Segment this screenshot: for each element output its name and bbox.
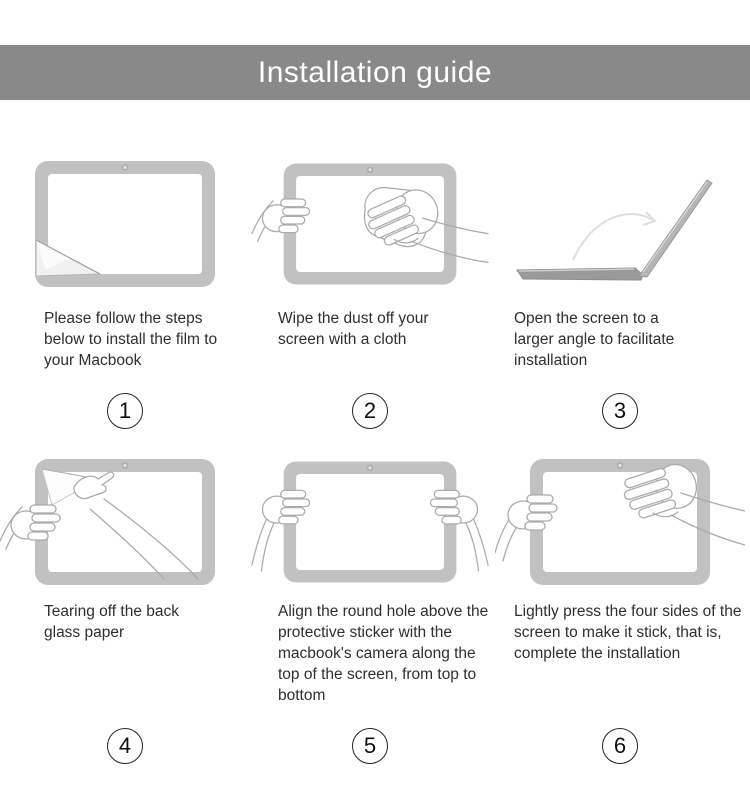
steps-row-2: [0, 459, 750, 764]
step-panel-5: [250, 459, 490, 764]
step3-figure: [490, 156, 750, 292]
step-panel-1: [0, 100, 250, 429]
laptop-screen-icon: [639, 180, 712, 277]
step-panel-2: [250, 100, 490, 429]
step-number-badge: 5: [352, 728, 388, 764]
steps-row-1: [0, 100, 750, 429]
step1-figure: [0, 156, 250, 292]
step-number-badge: 2: [352, 393, 388, 429]
step-caption: Align the round hole above the protective sticker with the macbook's camera along the top of the screen, from top to bottom: [278, 602, 489, 704]
tear-back-paper-hands-icon: [0, 457, 250, 587]
step-panel-4: [0, 459, 250, 764]
laptop-base-icon: [517, 268, 643, 280]
page-title: Installation guide: [257, 55, 493, 89]
step-number-badge: 1: [107, 393, 143, 429]
press-four-sides-hands-icon: [495, 457, 745, 587]
step-panel-6: [490, 459, 750, 764]
align-screen-two-hands-icon: [250, 457, 490, 587]
step-number-badge: 3: [602, 393, 638, 429]
step-caption: Please follow the steps below to install the film to your Macbook: [44, 309, 218, 369]
step-caption: Lightly press the four sides of the screen to make it stick, that is, complete the installation: [514, 602, 742, 662]
macbook-screen-peel-icon: [0, 158, 250, 290]
step-caption: Open the screen to a larger angle to facilitate installation: [514, 309, 675, 369]
step2-figure: [250, 156, 490, 292]
open-arrow-icon: [573, 212, 655, 260]
step-caption: Tearing off the back glass paper: [44, 602, 179, 641]
step5-figure: [250, 459, 490, 585]
step6-figure: [490, 459, 750, 585]
step-number-badge: 6: [602, 728, 638, 764]
macbook-screen-icon: [284, 462, 457, 583]
step-panel-3: [490, 100, 750, 429]
step-number-badge: 4: [107, 728, 143, 764]
installation-guide-banner: [0, 45, 750, 100]
step-caption: Wipe the dust off your screen with a cloth: [278, 309, 429, 348]
wipe-cloth-hands-icon: [250, 156, 490, 292]
step4-figure: [0, 459, 250, 585]
open-laptop-angle-icon: [495, 156, 745, 292]
